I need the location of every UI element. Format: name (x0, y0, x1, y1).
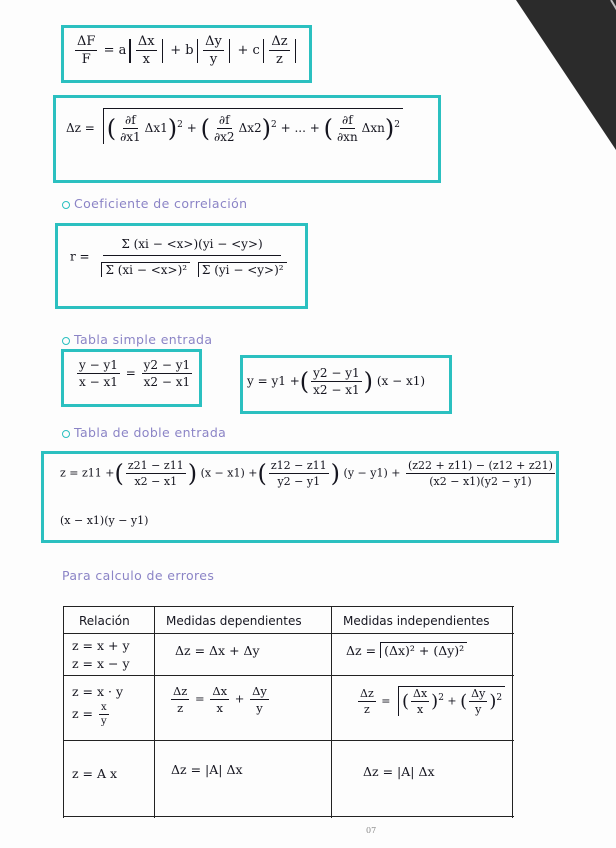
table-cell-dependent: $\frac{\Delta z}{z}$ = $\frac{\Delta x}{x}$ + $\frac{\Delta y}{y}$ (173, 684, 267, 715)
heading-correlation: Coeficiente de correlación (62, 196, 248, 211)
formula-single-entry-interp: y = y1 +( $\frac{y2 - y1}{x2 - x1}$ ) (x − x1) (247, 366, 426, 397)
formula-double-entry: z = z11 +( $\frac{z21 - z11}{x2 - x1}$ ) (x − x1) +( $\frac{z12 - z11}{y2 - y1}$ ) (y − y1) + $\frac{(z22 + z11) - (z12 + z21)}{(x2 - x1)(y2 - y1)}$ (60, 459, 553, 488)
table-cell-dependent: Δz = |A| Δx (171, 762, 243, 777)
table-cell-dependent: Δz = Δx + Δy (175, 643, 260, 658)
table-header-dependent: Medidas dependientes (166, 614, 302, 628)
table-cell-independent: Δz = |A| Δx (363, 764, 435, 779)
bullet-icon (62, 201, 70, 209)
formula-error-propagation: Δz = ( $\frac{\partial f}{\partial x1}$ Δx1)$^2$ + ( $\frac{\partial f}{\partial x2}$ Δx2)$^2$ + ... + ( $\frac{\partial f}{\partial xn}$ Δxn)$^2$ (66, 108, 403, 144)
formula-single-entry-ratio: $\frac{y - y1}{x - x1}$ = $\frac{y2 - y1}{x2 - x1}$ (79, 358, 191, 389)
table-cell-independent: $\frac{\Delta z}{z}$ = ( $\frac{\Delta x}{x}$ )$^2$ + ( $\frac{\Delta y}{y}$ )$^2$ (356, 686, 505, 716)
errors-table (63, 606, 514, 818)
heading-double-entry: Tabla de doble entrada (62, 425, 226, 440)
bullet-icon (62, 337, 70, 345)
table-cell-independent: Δz = (Δx)² + (Δy)² (346, 642, 467, 658)
bullet-icon (62, 430, 70, 438)
table-header-independent: Medidas independientes (343, 614, 490, 628)
folded-page-corner (516, 0, 616, 150)
table-cell-relation: z = x − y (72, 656, 130, 671)
formula-relative-error: $\frac{\Delta F}{F}$ = a $\frac{\Delta x}{x}$ + b $\frac{\Delta y}{y}$ + c $\frac{\Delta z}{z}$ (73, 34, 299, 67)
table-cell-relation: z = x + y (72, 638, 130, 653)
formula-double-entry-line2: (x − x1)(y − y1) (60, 514, 149, 527)
table-header-relation: Relación (79, 614, 130, 628)
formula-correlation: r = $\frac{\Sigma (xi - <x>)(yi - <y>)}{\text{Σ (xi − <x>)² Σ (yi − <y>)²}}$ (70, 237, 291, 277)
table-cell-relation: z = x · y (72, 684, 124, 699)
page-mark: 07 (366, 826, 377, 835)
heading-single-entry: Tabla simple entrada (62, 332, 212, 347)
table-cell-relation: z = A x (72, 766, 118, 781)
heading-errors: Para calculo de errores (62, 568, 215, 583)
table-cell-relation: z = $\frac{x}{y}$ (72, 702, 107, 727)
